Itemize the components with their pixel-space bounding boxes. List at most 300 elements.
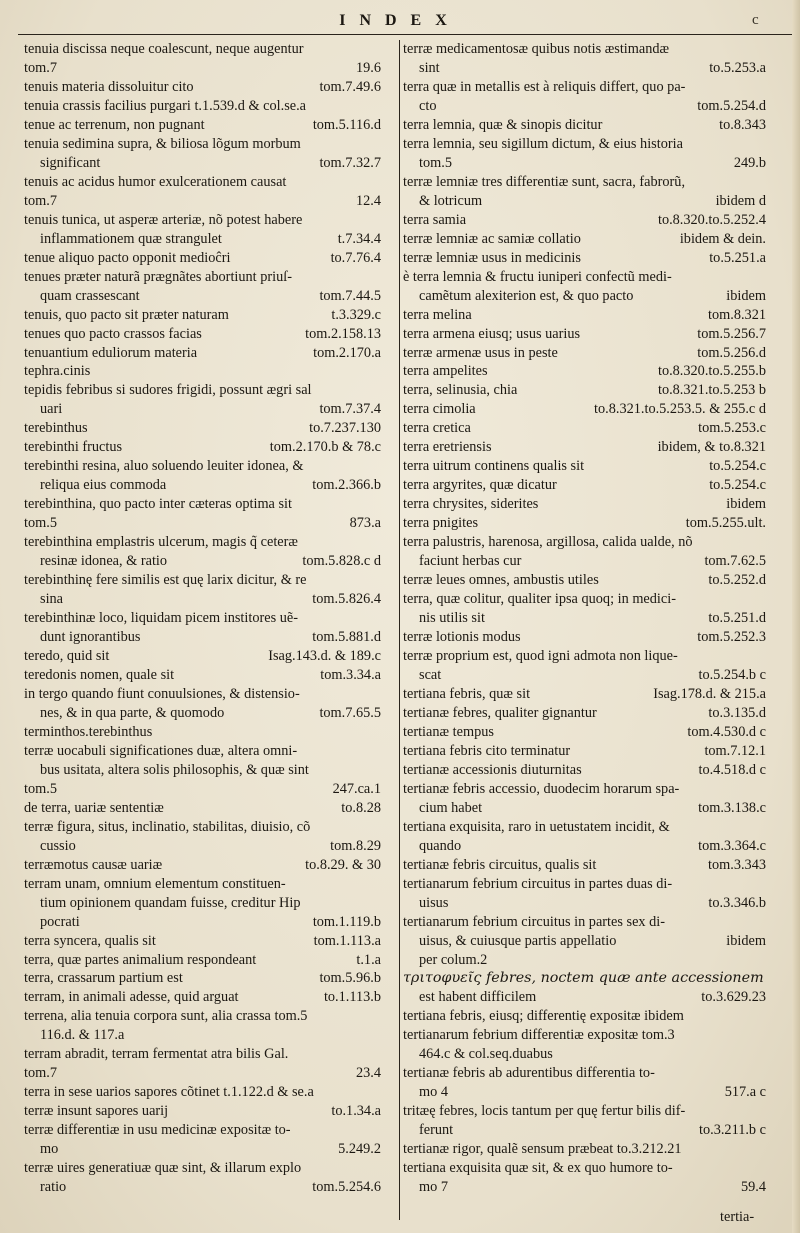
entry-text: terra argyrites, quæ dicatur bbox=[403, 477, 557, 494]
entry-text: è terra lemnia & fructu iuniperi confectũ medi- bbox=[403, 268, 672, 285]
entry-text: terra melina bbox=[403, 306, 472, 323]
entry-reference: tom.2.170.a bbox=[313, 344, 381, 361]
index-entry-line bbox=[403, 97, 766, 116]
entry-text: tertianarum febrium differentiæ expositæ tom.3 bbox=[403, 1027, 675, 1044]
entry-reference: 873.a bbox=[349, 515, 381, 532]
index-entry-line bbox=[403, 590, 766, 609]
entry-reference: tom.5.252.3 bbox=[697, 629, 766, 646]
entry-text: terræ insunt sapores uarij bbox=[24, 1103, 169, 1120]
entry-reference: 19.6 bbox=[355, 59, 381, 76]
index-entry-line bbox=[403, 571, 766, 590]
index-entry-line bbox=[403, 742, 766, 761]
entry-text: teredo, quid sit bbox=[24, 648, 110, 664]
index-entry-line bbox=[24, 647, 381, 666]
entry-text: tertianæ febris accessio, duodecim horarum spa- bbox=[403, 780, 680, 797]
entry-text: ferunt bbox=[419, 1122, 454, 1139]
entry-text: terræ armenæ usus in peste bbox=[403, 344, 558, 361]
entry-reference: to.8.29. & 30 bbox=[305, 856, 381, 873]
index-entry-line bbox=[24, 211, 381, 230]
entry-text: mo bbox=[40, 1141, 59, 1158]
entry-text: terra palustris, harenosa, argillosa, calida ualde, nõ bbox=[403, 534, 693, 551]
entry-text: terra, crassarum partium est bbox=[24, 970, 183, 987]
index-entry-line bbox=[24, 325, 381, 344]
entry-text: terræ lemniæ ac samiæ collatio bbox=[403, 230, 581, 247]
entry-reference: tom.5.116.d bbox=[312, 116, 381, 133]
scan-edge bbox=[792, 0, 800, 1233]
entry-text: terebinthinę fere similis est quę larix dicitur, & re bbox=[24, 572, 307, 589]
entry-text: terra quæ in metallis est à reliquis differt, quo pa- bbox=[403, 78, 686, 95]
entry-text: terra syncera, qualis sit bbox=[24, 932, 156, 949]
entry-reference: to.5.254.c bbox=[709, 477, 766, 494]
entry-reference: 249.b bbox=[733, 154, 766, 171]
entry-reference: 23.4 bbox=[355, 1065, 381, 1082]
entry-reference: to.5.254.c bbox=[709, 458, 766, 475]
index-entry-line bbox=[403, 913, 766, 932]
index-entry-line bbox=[24, 951, 381, 970]
entry-text: tenue aliquo pacto opponit medioĉri bbox=[24, 249, 231, 266]
entry-text: bus usitata, altera solis philosophis, & quæ sint bbox=[40, 761, 309, 778]
entry-text: terebinthina, quo pacto inter cæteras optima sit bbox=[24, 496, 292, 513]
index-entry-line bbox=[403, 988, 766, 1007]
entry-text: tepidis febribus si sudores frigidi, possunt ægri sal bbox=[24, 382, 312, 399]
entry-text: terræ uires generatiuæ quæ sint, & illarum explo bbox=[24, 1160, 302, 1177]
entry-reference: to.7.76.4 bbox=[330, 249, 381, 266]
entry-reference: tom.2.158.13 bbox=[305, 325, 381, 342]
entry-reference: to.3.629.23 bbox=[701, 989, 766, 1006]
index-entry-line bbox=[403, 837, 766, 856]
header-rule bbox=[18, 34, 793, 35]
index-entry-line bbox=[24, 1083, 381, 1102]
entry-reference: to.5.251.d bbox=[708, 610, 766, 627]
entry-reference: to.3.135.d bbox=[708, 704, 766, 721]
entry-reference: tom.5.253.c bbox=[698, 420, 766, 437]
index-entry-line bbox=[24, 40, 381, 59]
index-entry-line bbox=[403, 1121, 766, 1140]
entry-text: nis utilis sit bbox=[419, 610, 485, 627]
entry-text: tenuis, quo pacto sit præter naturam bbox=[24, 306, 229, 323]
index-entry-line bbox=[403, 723, 766, 742]
entry-text: resinæ idonea, & ratio bbox=[40, 553, 168, 570]
index-entry-line bbox=[24, 1007, 381, 1026]
index-entry-line bbox=[403, 1159, 766, 1178]
entry-reference: 59.4 bbox=[740, 1179, 766, 1196]
index-entry-line bbox=[403, 875, 766, 894]
index-entry-line bbox=[403, 1102, 766, 1121]
index-entry-line bbox=[24, 457, 381, 476]
index-entry-line bbox=[24, 1140, 381, 1159]
index-entry-line bbox=[403, 457, 766, 476]
index-entry-line bbox=[24, 932, 381, 951]
entry-reference: tom.5.255.ult. bbox=[685, 515, 766, 532]
entry-text: tom.5 bbox=[24, 515, 57, 532]
entry-text: tertianarum febrium circuitus in partes duas di- bbox=[403, 875, 673, 892]
entry-text: terra ampelites bbox=[403, 363, 488, 380]
entry-text: est habent difficilem bbox=[419, 989, 537, 1006]
index-entry-line bbox=[24, 381, 381, 400]
entry-reference: to.3.211.b c bbox=[699, 1122, 766, 1139]
entry-text: teredonis nomen, quale sit bbox=[24, 666, 175, 683]
entry-text: significant bbox=[40, 154, 101, 171]
entry-text: tertiana febris, quæ sit bbox=[403, 685, 531, 702]
index-entry-line bbox=[24, 969, 381, 988]
entry-text: pocrati bbox=[40, 913, 80, 930]
entry-text: terebinthina emplastris ulcerum, magis q̃ ceteræ bbox=[24, 534, 298, 551]
entry-text: terra chrysites, siderites bbox=[403, 496, 539, 513]
entry-text: cto bbox=[419, 97, 437, 114]
entry-reference: tom.7.12.1 bbox=[704, 742, 766, 759]
entry-text: terræ uocabuli significationes duæ, altera omni- bbox=[24, 742, 298, 759]
index-entry-line bbox=[403, 685, 766, 704]
index-entry-line bbox=[24, 913, 381, 932]
entry-text: 116.d. & 117.a bbox=[40, 1027, 125, 1044]
entry-text: terra, selinusia, chia bbox=[403, 382, 518, 399]
entry-text: terebinthi fructus bbox=[24, 439, 123, 456]
entry-reference: to.8.28 bbox=[341, 799, 381, 816]
index-entry-line bbox=[403, 306, 766, 325]
index-entry-line bbox=[24, 419, 381, 438]
entry-reference: tom.5.828.c d bbox=[302, 553, 381, 570]
entry-reference: to.8.343 bbox=[719, 116, 766, 133]
entry-text: scat bbox=[419, 666, 442, 683]
entry-text: quando bbox=[419, 837, 462, 854]
index-entry-line bbox=[24, 666, 381, 685]
entry-reference: 247.ca.1 bbox=[332, 780, 381, 797]
index-entry-line bbox=[24, 1026, 381, 1045]
index-entry-line bbox=[403, 192, 766, 211]
entry-text: terra armena eiusq; usus uarius bbox=[403, 325, 581, 342]
entry-text: terræ medicamentosæ quibus notis æstimandæ bbox=[403, 41, 670, 57]
index-entry-line bbox=[403, 135, 766, 154]
entry-reference: tom.7.44.5 bbox=[319, 287, 381, 304]
index-entry-line bbox=[24, 306, 381, 325]
entry-text: dunt ignorantibus bbox=[40, 629, 141, 646]
entry-reference: tom.5.826.4 bbox=[312, 591, 381, 608]
entry-text: tenuantium eduliorum materia bbox=[24, 344, 198, 361]
entry-text: tenue ac terrenum, non pugnant bbox=[24, 116, 205, 133]
entry-reference: ibidem bbox=[726, 287, 766, 304]
index-entry-line bbox=[24, 590, 381, 609]
entry-reference: to.5.253.a bbox=[709, 59, 766, 76]
index-entry-line bbox=[24, 135, 381, 154]
index-entry-line bbox=[403, 495, 766, 514]
index-entry-line bbox=[24, 362, 381, 381]
index-entry-line bbox=[24, 875, 381, 894]
index-entry-line bbox=[403, 362, 766, 381]
entry-reference: to.3.346.b bbox=[708, 894, 766, 911]
index-entry-line bbox=[24, 59, 381, 78]
entry-text: terra lemnia, quæ & sinopis dicitur bbox=[403, 116, 603, 133]
entry-text: tritæę febres, locis tantum per quę fertur bilis dif- bbox=[403, 1103, 686, 1120]
entry-text: in tergo quando fiunt conuulsiones, & distensio- bbox=[24, 685, 300, 702]
entry-reference: ibidem d bbox=[715, 192, 766, 209]
index-entry-line bbox=[403, 154, 766, 173]
entry-reference: tom.5.881.d bbox=[312, 629, 381, 646]
entry-text: terram abradit, terram fermentat atra bilis Gal. bbox=[24, 1046, 289, 1063]
entry-text: tertiana febris, eiusq; differentię expositæ ibidem bbox=[403, 1008, 684, 1025]
entry-text: tertianæ febris ab adurentibus differentia to- bbox=[403, 1065, 655, 1082]
entry-text: uisus, & cuiusque partis appellatio bbox=[419, 932, 617, 949]
index-entry-line bbox=[403, 344, 766, 363]
page-title: INDEX bbox=[339, 12, 461, 29]
entry-text: mo 7 bbox=[419, 1179, 448, 1196]
entry-reference: ibidem bbox=[726, 496, 766, 513]
entry-text: terræ figura, situs, inclinatio, stabilitas, diuisio, cõ bbox=[24, 818, 311, 835]
entry-text: inflammationem quæ strangulet bbox=[40, 230, 222, 247]
index-entry-line bbox=[403, 704, 766, 723]
index-entry-line bbox=[24, 230, 381, 249]
index-entry-line bbox=[403, 268, 766, 287]
entry-text: de terra, uariæ sententiæ bbox=[24, 799, 164, 816]
entry-text: terebinthus bbox=[24, 420, 88, 437]
entry-text: tertianæ accessionis diuturnitas bbox=[403, 761, 582, 778]
index-entry-line bbox=[24, 249, 381, 268]
index-entry-line bbox=[24, 78, 381, 97]
index-column-left bbox=[24, 40, 381, 1197]
entry-text: reliqua eius commoda bbox=[40, 477, 167, 494]
index-entry-line bbox=[24, 799, 381, 818]
entry-reference: tom.1.119.b bbox=[312, 913, 381, 930]
index-entry-line bbox=[403, 116, 766, 135]
entry-text: tertiana exquisita quæ sit, & ex quo humore to- bbox=[403, 1160, 673, 1177]
entry-text: sint bbox=[419, 59, 440, 76]
entry-reference: to.1.113.b bbox=[323, 989, 381, 1006]
entry-text: terra, quæ partes animalium respondeant bbox=[24, 951, 257, 968]
index-entry-line bbox=[403, 476, 766, 495]
entry-text: terræ lotionis modus bbox=[403, 629, 521, 646]
index-entry-line bbox=[403, 230, 766, 249]
entry-text: terram unam, omnium elementum constituen- bbox=[24, 875, 286, 892]
entry-reference: tom.5.256.d bbox=[697, 344, 766, 361]
entry-reference: to.5.252.d bbox=[708, 572, 766, 589]
entry-reference: to.8.320.to.5.252.4 bbox=[657, 211, 766, 228]
entry-text: terra cretica bbox=[403, 420, 471, 437]
entry-text: faciunt herbas cur bbox=[419, 553, 522, 570]
index-entry-line bbox=[24, 438, 381, 457]
index-entry-line bbox=[403, 381, 766, 400]
entry-text: terræ proprium est, quod igni admota non lique- bbox=[403, 648, 678, 664]
entry-reference: Isag.178.d. & 215.a bbox=[653, 685, 766, 702]
index-entry-line bbox=[24, 287, 381, 306]
index-entry-line bbox=[24, 97, 381, 116]
index-entry-line bbox=[24, 723, 381, 742]
entry-reference: tom.8.321 bbox=[708, 306, 766, 323]
index-entry-line bbox=[403, 628, 766, 647]
index-entry-line bbox=[24, 571, 381, 590]
entry-text: tertiana exquisita, raro in uetustatem incidit, & bbox=[403, 818, 670, 835]
entry-reference: ibidem, & to.8.321 bbox=[657, 439, 766, 456]
index-entry-line bbox=[403, 325, 766, 344]
entry-text: tertianæ febres, qualiter gignantur bbox=[403, 704, 597, 721]
entry-text: ratio bbox=[40, 1179, 67, 1196]
index-entry-line bbox=[403, 780, 766, 799]
entry-text: terram, in animali adesse, quid arguat bbox=[24, 989, 239, 1006]
entry-reference: tom.7.32.7 bbox=[319, 154, 381, 171]
entry-reference: to.5.251.a bbox=[709, 249, 766, 266]
entry-reference: tom.5.96.b bbox=[319, 970, 381, 987]
index-entry-line bbox=[24, 192, 381, 211]
entry-text: tephra.cinis bbox=[24, 363, 91, 380]
index-entry-line bbox=[24, 1178, 381, 1197]
index-entry-line bbox=[24, 116, 381, 135]
entry-text: terra eretriensis bbox=[403, 439, 492, 456]
index-entry-line bbox=[403, 1007, 766, 1026]
index-entry-line bbox=[403, 647, 766, 666]
entry-reference: to.1.34.a bbox=[331, 1103, 381, 1120]
entry-reference: to.5.254.b c bbox=[698, 666, 766, 683]
entry-reference: to.4.518.d c bbox=[698, 761, 766, 778]
entry-text: nes, & in qua parte, & quomodo bbox=[40, 704, 225, 721]
index-entry-line bbox=[24, 1159, 381, 1178]
entry-text: terrena, alia tenuia corpora sunt, alia crassa tom.5 bbox=[24, 1008, 308, 1025]
entry-text: tenuia discissa neque coalescunt, neque augentur bbox=[24, 41, 304, 57]
entry-reference: tom.3.138.c bbox=[698, 799, 766, 816]
index-entry-line bbox=[24, 780, 381, 799]
entry-text: sina bbox=[40, 591, 64, 608]
header-corner-mark: c bbox=[752, 12, 759, 28]
index-column-right bbox=[403, 40, 766, 1197]
entry-text: tertianæ rigor, qualẽ sensum præbeat to.3.212.21 bbox=[403, 1141, 682, 1158]
entry-text: cussio bbox=[40, 837, 76, 854]
entry-reference: tom.3.364.c bbox=[698, 837, 766, 854]
entry-text: camẽtum alexiterion est, & quo pacto bbox=[419, 287, 634, 304]
entry-text: terra, quæ colitur, qualiter ipsa quoq; in medici- bbox=[403, 591, 676, 608]
index-entry-line bbox=[403, 173, 766, 192]
index-entry-line bbox=[403, 40, 766, 59]
index-entry-line bbox=[403, 856, 766, 875]
entry-reference: tom.3.34.a bbox=[320, 666, 381, 683]
entry-reference: tom.2.170.b & 78.c bbox=[269, 439, 381, 456]
entry-text: tom.7 bbox=[24, 192, 57, 209]
index-entry-line bbox=[24, 1064, 381, 1083]
entry-reference: tom.5.254.d bbox=[697, 97, 766, 114]
index-entry-line bbox=[403, 609, 766, 628]
entry-text: tom.7 bbox=[24, 59, 57, 76]
entry-reference: tom.7.65.5 bbox=[319, 704, 381, 721]
entry-text: quam crassescant bbox=[40, 287, 140, 304]
entry-text: tenues præter naturã prægnãtes abortiunt priuſ- bbox=[24, 268, 292, 285]
index-entry-line bbox=[403, 400, 766, 419]
entry-text: tenuia sedimina supra, & biliosa lõgum morbum bbox=[24, 135, 301, 152]
index-entry-line bbox=[403, 533, 766, 552]
entry-text: terræ lemniæ tres differentiæ sunt, sacra, fabrorũ, bbox=[403, 173, 686, 190]
entry-text: terra samia bbox=[403, 211, 467, 228]
index-entry-line bbox=[24, 476, 381, 495]
index-entry-line bbox=[24, 609, 381, 628]
entry-text: tenues quo pacto crassos facias bbox=[24, 325, 202, 342]
entry-text: cium habet bbox=[419, 799, 483, 816]
index-entry-line bbox=[24, 856, 381, 875]
entry-text: tom.5 bbox=[24, 780, 57, 797]
entry-text: tenuis ac acidus humor exulcerationem causat bbox=[24, 173, 287, 190]
entry-reference: tom.1.113.a bbox=[313, 932, 381, 949]
index-entry-line bbox=[24, 988, 381, 1007]
index-entry-line bbox=[24, 685, 381, 704]
entry-reference: to.7.237.130 bbox=[309, 420, 381, 437]
index-entry-line bbox=[403, 951, 766, 970]
column-divider bbox=[399, 40, 400, 1220]
index-entry-line bbox=[403, 59, 766, 78]
entry-text: tertianarum febrium circuitus in partes sex di- bbox=[403, 913, 666, 930]
entry-reference: to.8.321.to.5.253 b bbox=[657, 382, 766, 399]
entry-reference: Isag.143.d. & 189.c bbox=[268, 648, 381, 664]
entry-reference: ibidem bbox=[726, 932, 766, 949]
entry-reference: t.7.34.4 bbox=[337, 230, 381, 247]
entry-text: tertianæ febris circuitus, qualis sit bbox=[403, 856, 597, 873]
index-entry-line bbox=[403, 1178, 766, 1197]
index-entry-line bbox=[24, 1121, 381, 1140]
entry-reference: t.1.a bbox=[356, 951, 381, 968]
index-entry-line bbox=[403, 1045, 766, 1064]
index-entry-line bbox=[24, 1045, 381, 1064]
entry-text: terra pnigites bbox=[403, 515, 479, 532]
index-entry-line bbox=[24, 552, 381, 571]
entry-text: tenuia crassis facilius purgari t.1.539.d & col.se.a bbox=[24, 97, 307, 114]
index-entry-line bbox=[403, 78, 766, 97]
entry-reference: 5.249.2 bbox=[338, 1141, 381, 1158]
index-entry-line bbox=[24, 514, 381, 533]
index-entry-line bbox=[403, 969, 766, 988]
entry-reference: tom.7.49.6 bbox=[319, 78, 381, 95]
entry-reference: to.8.321.to.5.253.5. & 255.c d bbox=[594, 401, 766, 418]
entry-text: terra uitrum continens qualis sit bbox=[403, 458, 585, 475]
entry-reference: 12.4 bbox=[355, 192, 381, 209]
entry-text: uisus bbox=[419, 894, 449, 911]
entry-text: terræmotus causæ uariæ bbox=[24, 856, 163, 873]
entry-text: terræ differentiæ in usu medicinæ expositæ to- bbox=[24, 1122, 291, 1139]
index-entry-line bbox=[24, 704, 381, 723]
index-entry-line bbox=[24, 742, 381, 761]
entry-text: terræ leues omnes, ambustis utiles bbox=[403, 572, 599, 589]
index-entry-line bbox=[24, 268, 381, 287]
index-entry-line bbox=[403, 894, 766, 913]
entry-text: uari bbox=[40, 401, 63, 418]
entry-reference: tom.4.530.d c bbox=[687, 723, 766, 740]
entry-reference: ibidem & dein. bbox=[679, 230, 766, 247]
entry-reference: tom.5.256.7 bbox=[697, 325, 766, 342]
entry-text: terebinthinæ loco, liquidam picem institores uẽ- bbox=[24, 610, 298, 627]
entry-reference: tom.3.343 bbox=[708, 856, 766, 873]
index-entry-line bbox=[403, 211, 766, 230]
catchword: tertia- bbox=[720, 1209, 755, 1225]
entry-text: tium opinionem quandam fuisse, creditur Hip bbox=[40, 894, 301, 911]
entry-text: & lotricum bbox=[419, 192, 483, 209]
entry-text: tertianæ tempus bbox=[403, 723, 494, 740]
entry-text: mo 4 bbox=[419, 1084, 448, 1101]
index-entry-line bbox=[24, 894, 381, 913]
index-entry-line bbox=[24, 154, 381, 173]
entry-text: terra cimolia bbox=[403, 401, 476, 418]
index-entry-line bbox=[24, 628, 381, 647]
index-entry-line bbox=[403, 666, 766, 685]
entry-text: per colum.2 bbox=[419, 951, 488, 968]
entry-text: tenuis materia dissoluitur cito bbox=[24, 78, 194, 95]
entry-reference: tom.5.254.6 bbox=[312, 1179, 381, 1196]
index-entry-line bbox=[24, 344, 381, 363]
entry-text: 464.c & col.seq.duabus bbox=[419, 1046, 553, 1063]
entry-text: tertiana febris cito terminatur bbox=[403, 742, 571, 759]
index-entry-line bbox=[403, 818, 766, 837]
entry-text: terræ lemniæ usus in medicinis bbox=[403, 249, 581, 266]
index-entry-line bbox=[403, 249, 766, 268]
index-entry-line bbox=[24, 495, 381, 514]
index-entry-line bbox=[403, 1064, 766, 1083]
index-entry-line bbox=[24, 761, 381, 780]
entry-text: terminthos.terebinthus bbox=[24, 723, 153, 740]
entry-reference: tom.8.29 bbox=[330, 837, 381, 854]
entry-text: terebinthi resina, aluo soluendo leuiter idonea, & bbox=[24, 458, 304, 475]
entry-text: τριτοφυεῖς febres, noctem quæ ante accessionem bbox=[403, 970, 764, 987]
index-entry-line bbox=[24, 818, 381, 837]
